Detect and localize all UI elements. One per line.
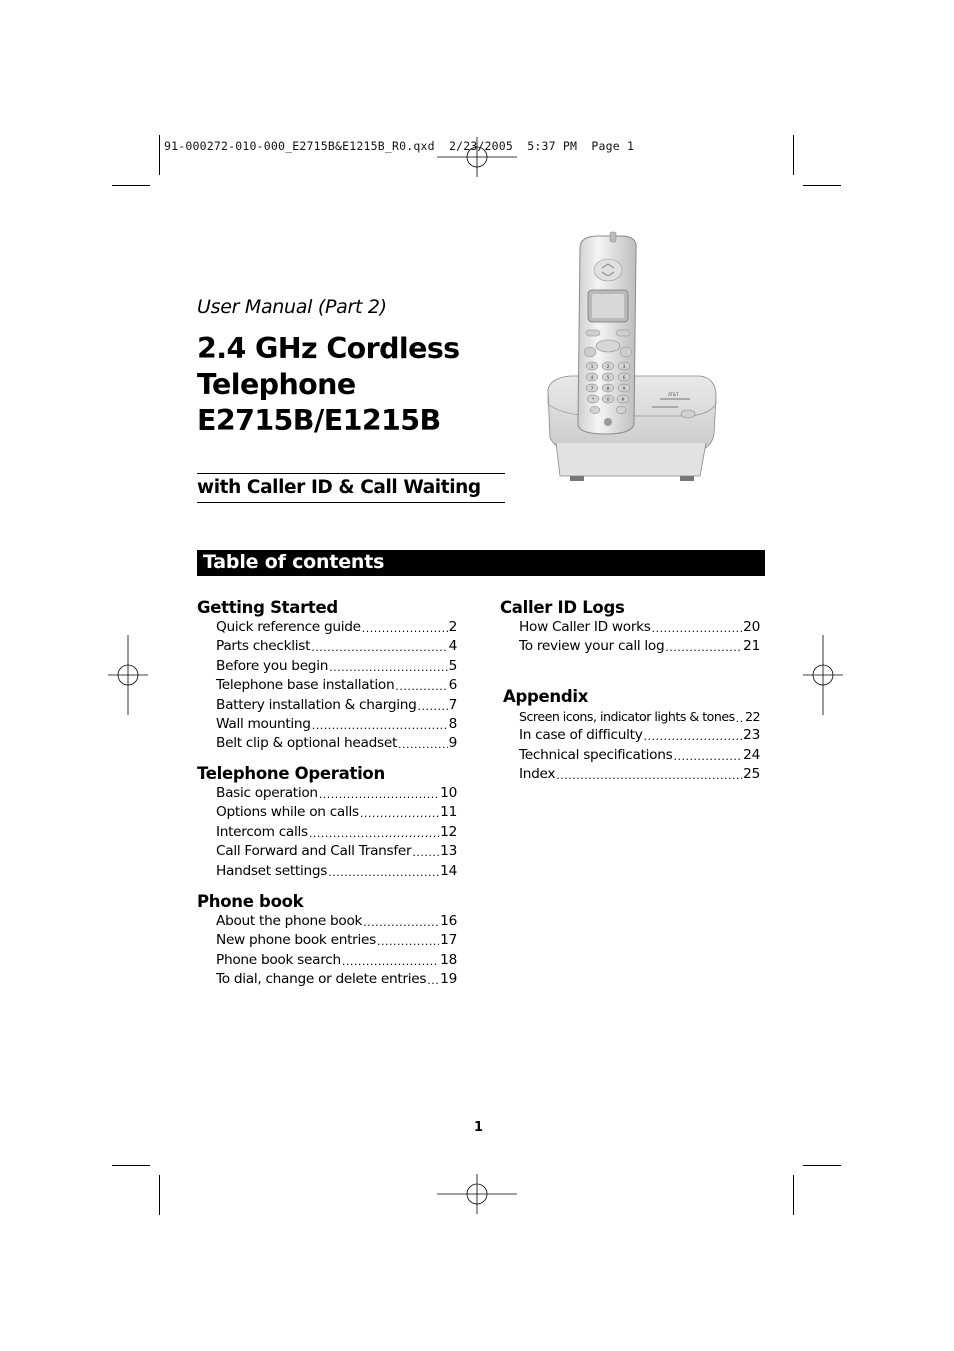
dot-leader [329, 662, 447, 674]
title-line: E2715B/E1215B [197, 404, 441, 437]
registration-mark-right [803, 635, 843, 715]
entry-label: New phone book entries [216, 932, 376, 949]
entry-label: Parts checklist [216, 638, 311, 655]
toc-entry[interactable] [216, 951, 457, 970]
dot-leader [427, 975, 439, 987]
entry-label: About the phone book [216, 913, 363, 929]
svg-text:#: # [621, 398, 625, 403]
dot-leader [362, 623, 448, 635]
entry-page: 18 [440, 951, 457, 968]
title-line: Telephone [197, 368, 356, 401]
toc-entry[interactable] [216, 803, 457, 822]
toc-entry[interactable] [216, 657, 457, 676]
toc-entry[interactable] [216, 676, 457, 695]
crop-mark [793, 1175, 794, 1215]
section-title: Telephone Operation [197, 764, 385, 783]
entry-label: In case of difficulty [519, 727, 643, 744]
crop-mark [159, 135, 160, 175]
entry-page: 9 [448, 735, 457, 752]
toc-entry[interactable] [216, 823, 457, 842]
entry-page: 17 [440, 932, 457, 949]
toc-entry[interactable] [216, 970, 457, 989]
dot-leader [665, 642, 742, 654]
entry-page: 12 [440, 823, 457, 840]
toc-section-appendix [503, 686, 773, 785]
toc-heading-bar [197, 550, 765, 576]
product-title [197, 331, 460, 439]
tagline-box [197, 473, 505, 503]
entry-label: Basic operation [216, 785, 318, 801]
svg-text:7: 7 [590, 387, 594, 392]
entry-label: To review your call log [519, 638, 665, 655]
entry-label: Index [519, 766, 556, 783]
entry-label: Telephone base installation [216, 677, 395, 694]
entry-page: 11 [440, 804, 457, 821]
toc-entry[interactable] [519, 726, 760, 745]
dot-leader [319, 789, 439, 801]
entry-page: 22 [744, 709, 760, 724]
entry-page: 10 [440, 785, 457, 801]
entry-page: 24 [743, 746, 760, 763]
crop-mark [112, 1165, 150, 1166]
entry-label: To dial, change or delete entries [216, 971, 427, 988]
section-title: Appendix [503, 687, 589, 706]
dot-leader [412, 847, 439, 859]
entry-label: Options while on calls [216, 804, 359, 821]
title-line: 2.4 GHz Cordless [197, 332, 460, 365]
toc-entry[interactable] [216, 862, 457, 881]
toc-entry[interactable] [519, 746, 760, 765]
dot-leader [312, 720, 448, 732]
toc-entry[interactable] [216, 715, 457, 734]
entry-page: 20 [743, 619, 760, 635]
entry-page: 19 [440, 971, 457, 988]
dot-leader [395, 681, 447, 693]
toc-section-phone-book [197, 891, 467, 990]
toc-entry[interactable] [519, 765, 760, 784]
cordless-phone-image [540, 228, 720, 483]
dot-leader [673, 751, 742, 763]
dot-leader [736, 713, 744, 725]
entry-label: Phone book search [216, 951, 341, 968]
entry-page: 4 [448, 638, 457, 655]
crop-mark [159, 1175, 160, 1215]
svg-text:1: 1 [590, 365, 594, 370]
entry-page: 16 [440, 913, 457, 929]
svg-text:8: 8 [606, 387, 610, 392]
toc-entry[interactable] [519, 618, 760, 637]
dot-leader [311, 642, 447, 654]
svg-text:3: 3 [622, 365, 626, 370]
entry-page: 2 [448, 619, 457, 635]
entry-page: 7 [448, 696, 457, 713]
toc-entry[interactable] [216, 784, 457, 803]
svg-text:AT&T: AT&T [668, 392, 679, 397]
dot-leader [377, 936, 439, 948]
toc-entry[interactable] [216, 637, 457, 656]
dot-leader [652, 623, 743, 635]
crop-mark [112, 185, 150, 186]
toc-entry[interactable] [519, 707, 760, 726]
dot-leader [309, 828, 439, 840]
entry-label: Screen icons, indicator lights & tones [519, 709, 735, 724]
dot-leader [556, 770, 742, 782]
dot-leader [342, 956, 439, 968]
entry-page: 25 [743, 766, 760, 783]
section-title: Caller ID Logs [500, 598, 625, 617]
entry-label: Intercom calls [216, 823, 308, 840]
crop-mark [803, 1165, 841, 1166]
toc-entry[interactable] [216, 618, 457, 637]
registration-mark-top [437, 137, 517, 177]
svg-text:0: 0 [606, 398, 610, 403]
section-title: Getting Started [197, 598, 338, 617]
entry-page: 8 [448, 715, 457, 732]
dot-leader [328, 867, 439, 879]
crop-mark [793, 135, 794, 175]
entry-label: Belt clip & optional headset [216, 735, 398, 752]
registration-mark-bottom [437, 1174, 517, 1214]
svg-text:6: 6 [622, 376, 626, 381]
toc-heading: Table of contents [203, 551, 385, 573]
toc-entry[interactable] [216, 696, 457, 715]
tagline: with Caller ID & Call Waiting [197, 477, 481, 498]
entry-label: Battery installation & charging [216, 696, 417, 713]
svg-text:9: 9 [622, 387, 626, 392]
section-title: Phone book [197, 892, 304, 911]
toc-section-getting-started [197, 597, 467, 754]
registration-mark-left [108, 635, 148, 715]
dot-leader [644, 731, 743, 743]
dot-leader [363, 917, 439, 929]
page-number: 1 [474, 1120, 484, 1135]
entry-label: How Caller ID works [519, 619, 651, 635]
entry-label: Handset settings [216, 862, 328, 879]
manual-subtitle: User Manual (Part 2) [197, 296, 387, 318]
dot-leader [360, 808, 439, 820]
entry-page: 5 [448, 657, 457, 674]
toc-section-caller-id-logs [500, 597, 770, 657]
dot-leader [418, 701, 448, 713]
toc-entry[interactable] [216, 842, 457, 861]
entry-page: 23 [743, 727, 760, 744]
toc-section-telephone-operation [197, 763, 467, 881]
toc-entry[interactable] [519, 637, 760, 656]
entry-label: Wall mounting [216, 715, 311, 732]
entry-page: 6 [448, 677, 457, 694]
svg-text:4: 4 [590, 376, 594, 381]
toc-entry[interactable] [216, 734, 457, 753]
entry-label: Quick reference guide [216, 619, 361, 635]
toc-entry[interactable] [216, 912, 457, 931]
crop-mark [803, 185, 841, 186]
entry-page: 13 [440, 843, 457, 860]
entry-page: 21 [743, 638, 760, 655]
svg-text:*: * [591, 398, 595, 403]
entry-label: Call Forward and Call Transfer [216, 843, 412, 860]
printer-slug: 91-000272-010-000_E2715B&E1215B_R0.qxd 2/23/2005 5:37 PM Page 1 [164, 139, 635, 153]
svg-text:2: 2 [606, 365, 610, 370]
entry-label: Technical specifications [519, 746, 673, 763]
entry-label: Before you begin [216, 657, 329, 674]
dot-leader [398, 739, 448, 751]
toc-entry[interactable] [216, 931, 457, 950]
entry-page: 14 [440, 862, 457, 879]
svg-text:5: 5 [606, 376, 610, 381]
